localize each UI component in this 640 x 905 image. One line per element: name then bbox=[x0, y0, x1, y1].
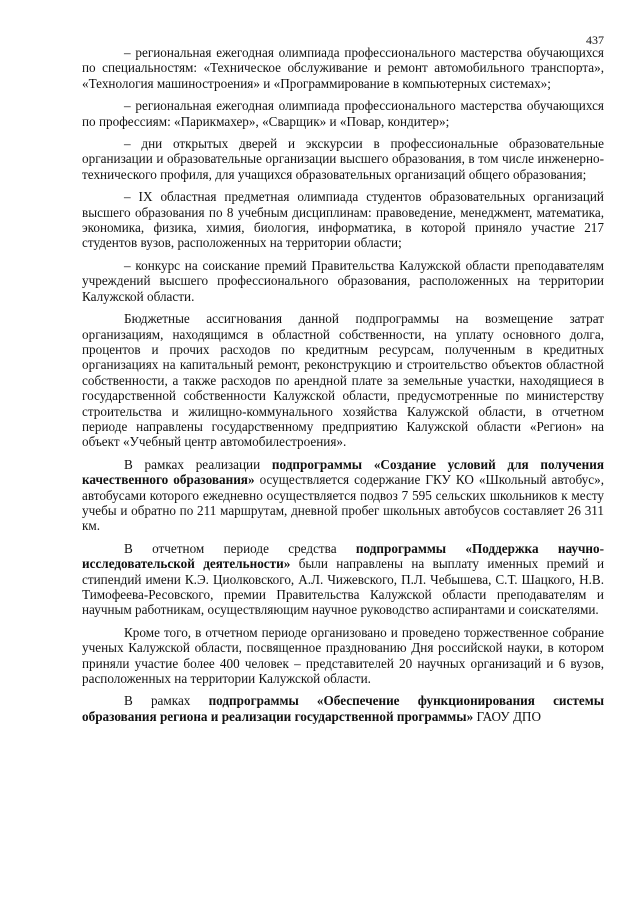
paragraph: Бюджетные ассигнования данной подпрограммы на возмещение затрат организациям, находящимся в областной собственности, на уплату основного долга, процентов и прочих расходов по кредитным ресурсам, полученным в кредитных организациях на капитальный ремонт, реконструкцию и строительство объектов областной собственности, а также расходов по арендной плате за земельные участки, находящиеся в государственной собственности Калужской области, предусмотренные по министерству строительства и жилищно-коммунального хозяйства Калужской области, в отчетном периоде направлены государственному предприятию Калужской области «Регион» на объект «Учебный центр автомобилестроения». bbox=[82, 311, 604, 450]
paragraph: – региональная ежегодная олимпиада профессионального мастерства обучающихся по специальностям: «Техническое обслуживание и ремонт автомобильного транспорта», «Технология машиностроения» и «Программирование в компьютерных системах»; bbox=[82, 45, 604, 91]
paragraph-text: В отчетном периоде средства bbox=[124, 540, 356, 556]
paragraph bbox=[82, 541, 604, 618]
paragraph-text: В рамках bbox=[124, 693, 209, 709]
page-number: 437 bbox=[586, 33, 604, 47]
paragraph-text: В рамках реализации bbox=[124, 456, 272, 472]
paragraph-text: были направлены на выплату именных премий и стипендий имени К.Э. Циолковского, А.Л. Чижевского, П.Л. Чебышева, С.Т. Шацкого, Н.В. Тимофеева-Ресовского, премии Правительства Калужской области преподавателям и научным работникам, осуществляющим научное руководство аспирантами и соискателями. bbox=[82, 556, 604, 618]
paragraph bbox=[82, 457, 604, 534]
paragraph-text: ГАОУ ДПО bbox=[473, 708, 541, 724]
subprogram-title: подпрограммы «Создание условий для получения качественного образования» bbox=[82, 456, 604, 488]
paragraph: – IX областная предметная олимпиада студентов образовательных организаций высшего образования по 8 учебным дисциплинам: правоведение, менеджмент, математика, экономика, физика, химия, биология, информатика, в которой приняло участие 217 студентов вузов, расположенных на территории области; bbox=[82, 189, 604, 251]
subprogram-title: подпрограммы «Поддержка научно-исследовательской деятельности» bbox=[82, 540, 604, 572]
paragraph: – региональная ежегодная олимпиада профессионального мастерства обучающихся по профессиям: «Парикмахер», «Сварщик» и «Повар, кондитер»; bbox=[82, 98, 604, 129]
paragraph: – конкурс на соискание премий Правительства Калужской области преподавателям учреждений высшего профессионального образования, расположенных на территории Калужской области. bbox=[82, 257, 604, 304]
paragraph-text: осуществляется содержание ГКУ КО «Школьный автобус», автобусами которого ежедневно осуществляется подвоз 7 595 сельских школьников к месту учебы и обратно по 211 маршрутам, дневной пробег школьных автобусов составляет 26 311 км. bbox=[82, 472, 604, 534]
document-body bbox=[82, 45, 604, 731]
paragraph: Кроме того, в отчетном периоде организовано и проведено торжественное собрание ученых Калужской области, посвященное празднованию Дня российской науки, в котором приняли участие более 400 человек – представителей 20 научных организаций и 6 вузов, расположенных на территории Калужской области. bbox=[82, 624, 604, 687]
subprogram-title: подпрограммы «Обеспечение функционирования системы образования региона и реализации государственной программы» bbox=[82, 693, 604, 724]
paragraph: – дни открытых дверей и экскурсии в профессиональные образовательные организации и образовательные организации высшего образования, в том числе инженерно-технического профиля, для учащихся образовательных организаций общего образования; bbox=[82, 136, 604, 182]
paragraph bbox=[82, 693, 604, 724]
